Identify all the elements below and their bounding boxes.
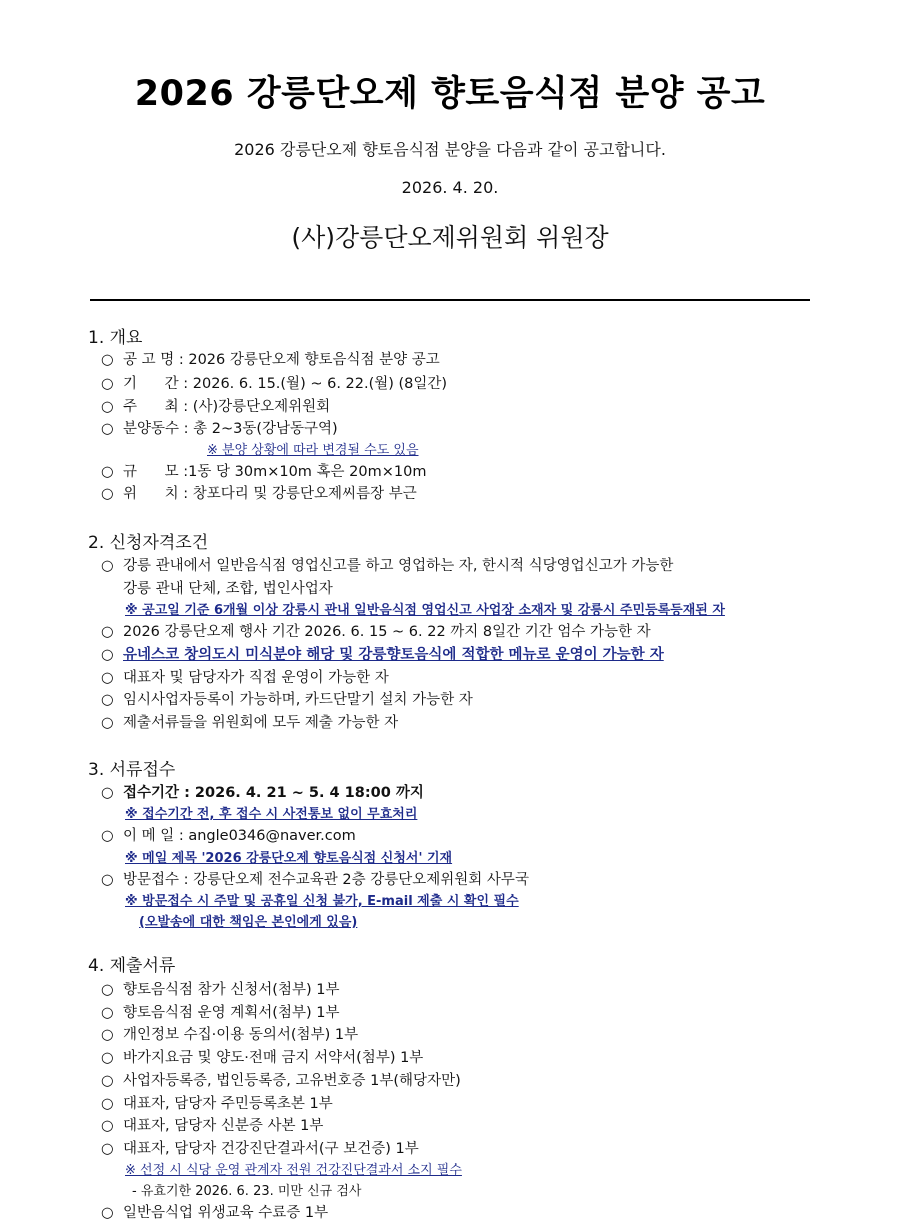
- section-3-heading: 3. 서류접수: [88, 760, 176, 780]
- s1-line-host: [101, 397, 330, 417]
- email-address: angle0346@naver.com: [188, 828, 356, 844]
- bullet-icon: ○: [101, 486, 114, 502]
- label: 공 고 명 :: [123, 352, 184, 368]
- text: 개인정보 수집·이용 동의서(첨부) 1부: [123, 1027, 359, 1043]
- text: 임시사업자등록이 가능하며, 카드단말기 설치 가능한 자: [123, 692, 473, 708]
- s1-line-units: [101, 419, 338, 439]
- s3-line-period: [101, 783, 424, 803]
- s3-line-email: [101, 826, 356, 846]
- s1-line-location: [101, 484, 417, 504]
- s4-note: ※ 선정 시 식당 운영 관계자 전원 건강진단결과서 소지 필수: [125, 1163, 462, 1178]
- intro-text: 2026 강릉단오제 향토음식점 분양을 다음과 같이 공고합니다.: [234, 140, 666, 159]
- label: 이 메 일 :: [123, 828, 184, 844]
- s2-line-4: [101, 668, 389, 688]
- section-4-heading: 4. 제출서류: [88, 956, 176, 976]
- s3-line-visit: [101, 870, 529, 890]
- label: 규 모 :: [123, 464, 189, 480]
- bullet-icon: ○: [101, 464, 114, 480]
- value: 2026 강릉단오제 향토음식점 분양 공고: [188, 352, 440, 368]
- bullet-icon: ○: [101, 1205, 114, 1221]
- bullet-icon: ○: [101, 1096, 114, 1112]
- s1-line-title: [101, 350, 440, 370]
- bullet-icon: ○: [101, 1073, 114, 1089]
- label: 위 치 :: [123, 486, 189, 502]
- s4-item-last: [101, 1203, 328, 1223]
- bullet-icon: ○: [101, 670, 114, 686]
- text: 강릉 관내에서 일반음식점 영업신고를 하고 영업하는 자, 한시적 식당영업신고가 가능한: [123, 558, 674, 574]
- s2-line-5: [101, 690, 473, 710]
- section-2-heading: 2. 신청자격조건: [88, 533, 209, 553]
- bullet-icon: ○: [101, 1141, 114, 1157]
- s1-line-period: [101, 374, 447, 394]
- s4-item: [101, 1139, 419, 1159]
- bullet-icon: ○: [101, 1050, 114, 1066]
- s2-line-2: [101, 622, 651, 642]
- text: 일반음식업 위생교육 수료증 1부: [123, 1205, 329, 1221]
- s2-note-1: ※ 공고일 기준 6개월 이상 강릉시 관내 일반음식점 영업신고 사업장 소재자 및 강릉시 주민등록등재된 자: [125, 603, 725, 618]
- bullet-icon: ○: [101, 872, 114, 888]
- bullet-icon: ○: [101, 715, 114, 731]
- text: 사업자등록증, 법인등록증, 고유번호증 1부(해당자만): [123, 1073, 461, 1089]
- s4-sub-note: - 유효기한 2026. 6. 23. 미만 신규 검사: [132, 1184, 362, 1199]
- value: 2026. 6. 15.(월) ~ 6. 22.(월) (8일간): [192, 376, 448, 392]
- s1-line-size: [101, 462, 426, 482]
- text: 유네스코 창의도시 미식분야 해당 및 강릉향토음식에 적합한 메뉴로 운영이 가능한 자: [123, 647, 664, 663]
- text: 대표자 및 담당자가 직접 운영이 가능한 자: [123, 670, 389, 686]
- text: 2026 강릉단오제 행사 기간 2026. 6. 15 ~ 6. 22 까지 8일간 기간 엄수 가능한 자: [123, 624, 651, 640]
- value: (사)강릉단오제위원회: [192, 399, 331, 415]
- bullet-icon: ○: [101, 624, 114, 640]
- value: 총 2~3동(강남동구역): [193, 421, 338, 437]
- s2-line-3: [101, 645, 664, 665]
- notice-date: 2026. 4. 20.: [401, 178, 499, 197]
- section-1-heading: 1. 개요: [88, 328, 143, 348]
- notice-title: 2026 강릉단오제 향토음식점 분양 공고: [134, 74, 766, 114]
- s4-item: [101, 1025, 358, 1045]
- s3-note-email: ※ 메일 제목 '2026 강릉단오제 향토음식점 신청서' 기재: [125, 851, 453, 866]
- s4-item: [101, 1071, 461, 1091]
- text: 바가지요금 및 양도·전매 금지 서약서(첨부) 1부: [123, 1050, 424, 1066]
- bullet-icon: ○: [101, 647, 114, 663]
- s1-units-note: ※ 분양 상황에 따라 변경될 수도 있음: [207, 443, 419, 458]
- bullet-icon: ○: [101, 785, 114, 801]
- bullet-icon: ○: [101, 421, 114, 437]
- bullet-icon: ○: [101, 376, 114, 392]
- s2-line-1b: 강릉 관내 단체, 조합, 법인사업자: [123, 581, 333, 597]
- label: 기 간 :: [123, 376, 189, 392]
- s4-item: [101, 1003, 339, 1023]
- bullet-icon: ○: [101, 828, 114, 844]
- value: 1동 당 30m×10m 혹은 20m×10m: [188, 464, 427, 480]
- value: 창포다리 및 강릉단오제씨름장 부근: [192, 486, 417, 502]
- s4-item: [101, 1116, 323, 1136]
- s2-line-6: [101, 713, 398, 733]
- bullet-icon: ○: [101, 692, 114, 708]
- text: 방문접수 : 강릉단오제 전수교육관 2층 강릉단오제위원회 사무국: [123, 872, 529, 888]
- text: 접수기간 : 2026. 4. 21 ~ 5. 4 18:00 까지: [123, 785, 424, 801]
- divider: [90, 299, 810, 301]
- text: 대표자, 담당자 신분증 사본 1부: [123, 1118, 324, 1134]
- label: 주 최 :: [123, 399, 189, 415]
- s3-note-period: ※ 접수기간 전, 후 접수 시 사전통보 없이 무효처리: [125, 807, 418, 822]
- text: 향토음식점 참가 신청서(첨부) 1부: [123, 982, 340, 998]
- text: 향토음식점 운영 계획서(첨부) 1부: [123, 1005, 340, 1021]
- label: 분양동수 :: [123, 421, 189, 437]
- bullet-icon: ○: [101, 982, 114, 998]
- text: 대표자, 담당자 건강진단결과서(구 보건증) 1부: [123, 1141, 419, 1157]
- bullet-icon: ○: [101, 558, 114, 574]
- text: 제출서류들을 위원회에 모두 제출 가능한 자: [123, 715, 399, 731]
- bullet-icon: ○: [101, 1118, 114, 1134]
- bullet-icon: ○: [101, 399, 114, 415]
- s3-note-visit-1: ※ 방문접수 시 주말 및 공휴일 신청 불가, E-mail 제출 시 확인 필수: [125, 894, 519, 909]
- bullet-icon: ○: [101, 352, 114, 368]
- s2-line-1a: [101, 556, 673, 576]
- s4-item: [101, 1048, 423, 1068]
- bullet-icon: ○: [101, 1005, 114, 1021]
- bullet-icon: ○: [101, 1027, 114, 1043]
- issuer: (사)강릉단오제위원회 위원장: [291, 223, 609, 252]
- s4-item: [101, 980, 339, 1000]
- text: 대표자, 담당자 주민등록초본 1부: [123, 1096, 333, 1112]
- s4-item: [101, 1094, 333, 1114]
- s3-note-visit-2: (오발송에 대한 책임은 본인에게 있음): [139, 915, 358, 930]
